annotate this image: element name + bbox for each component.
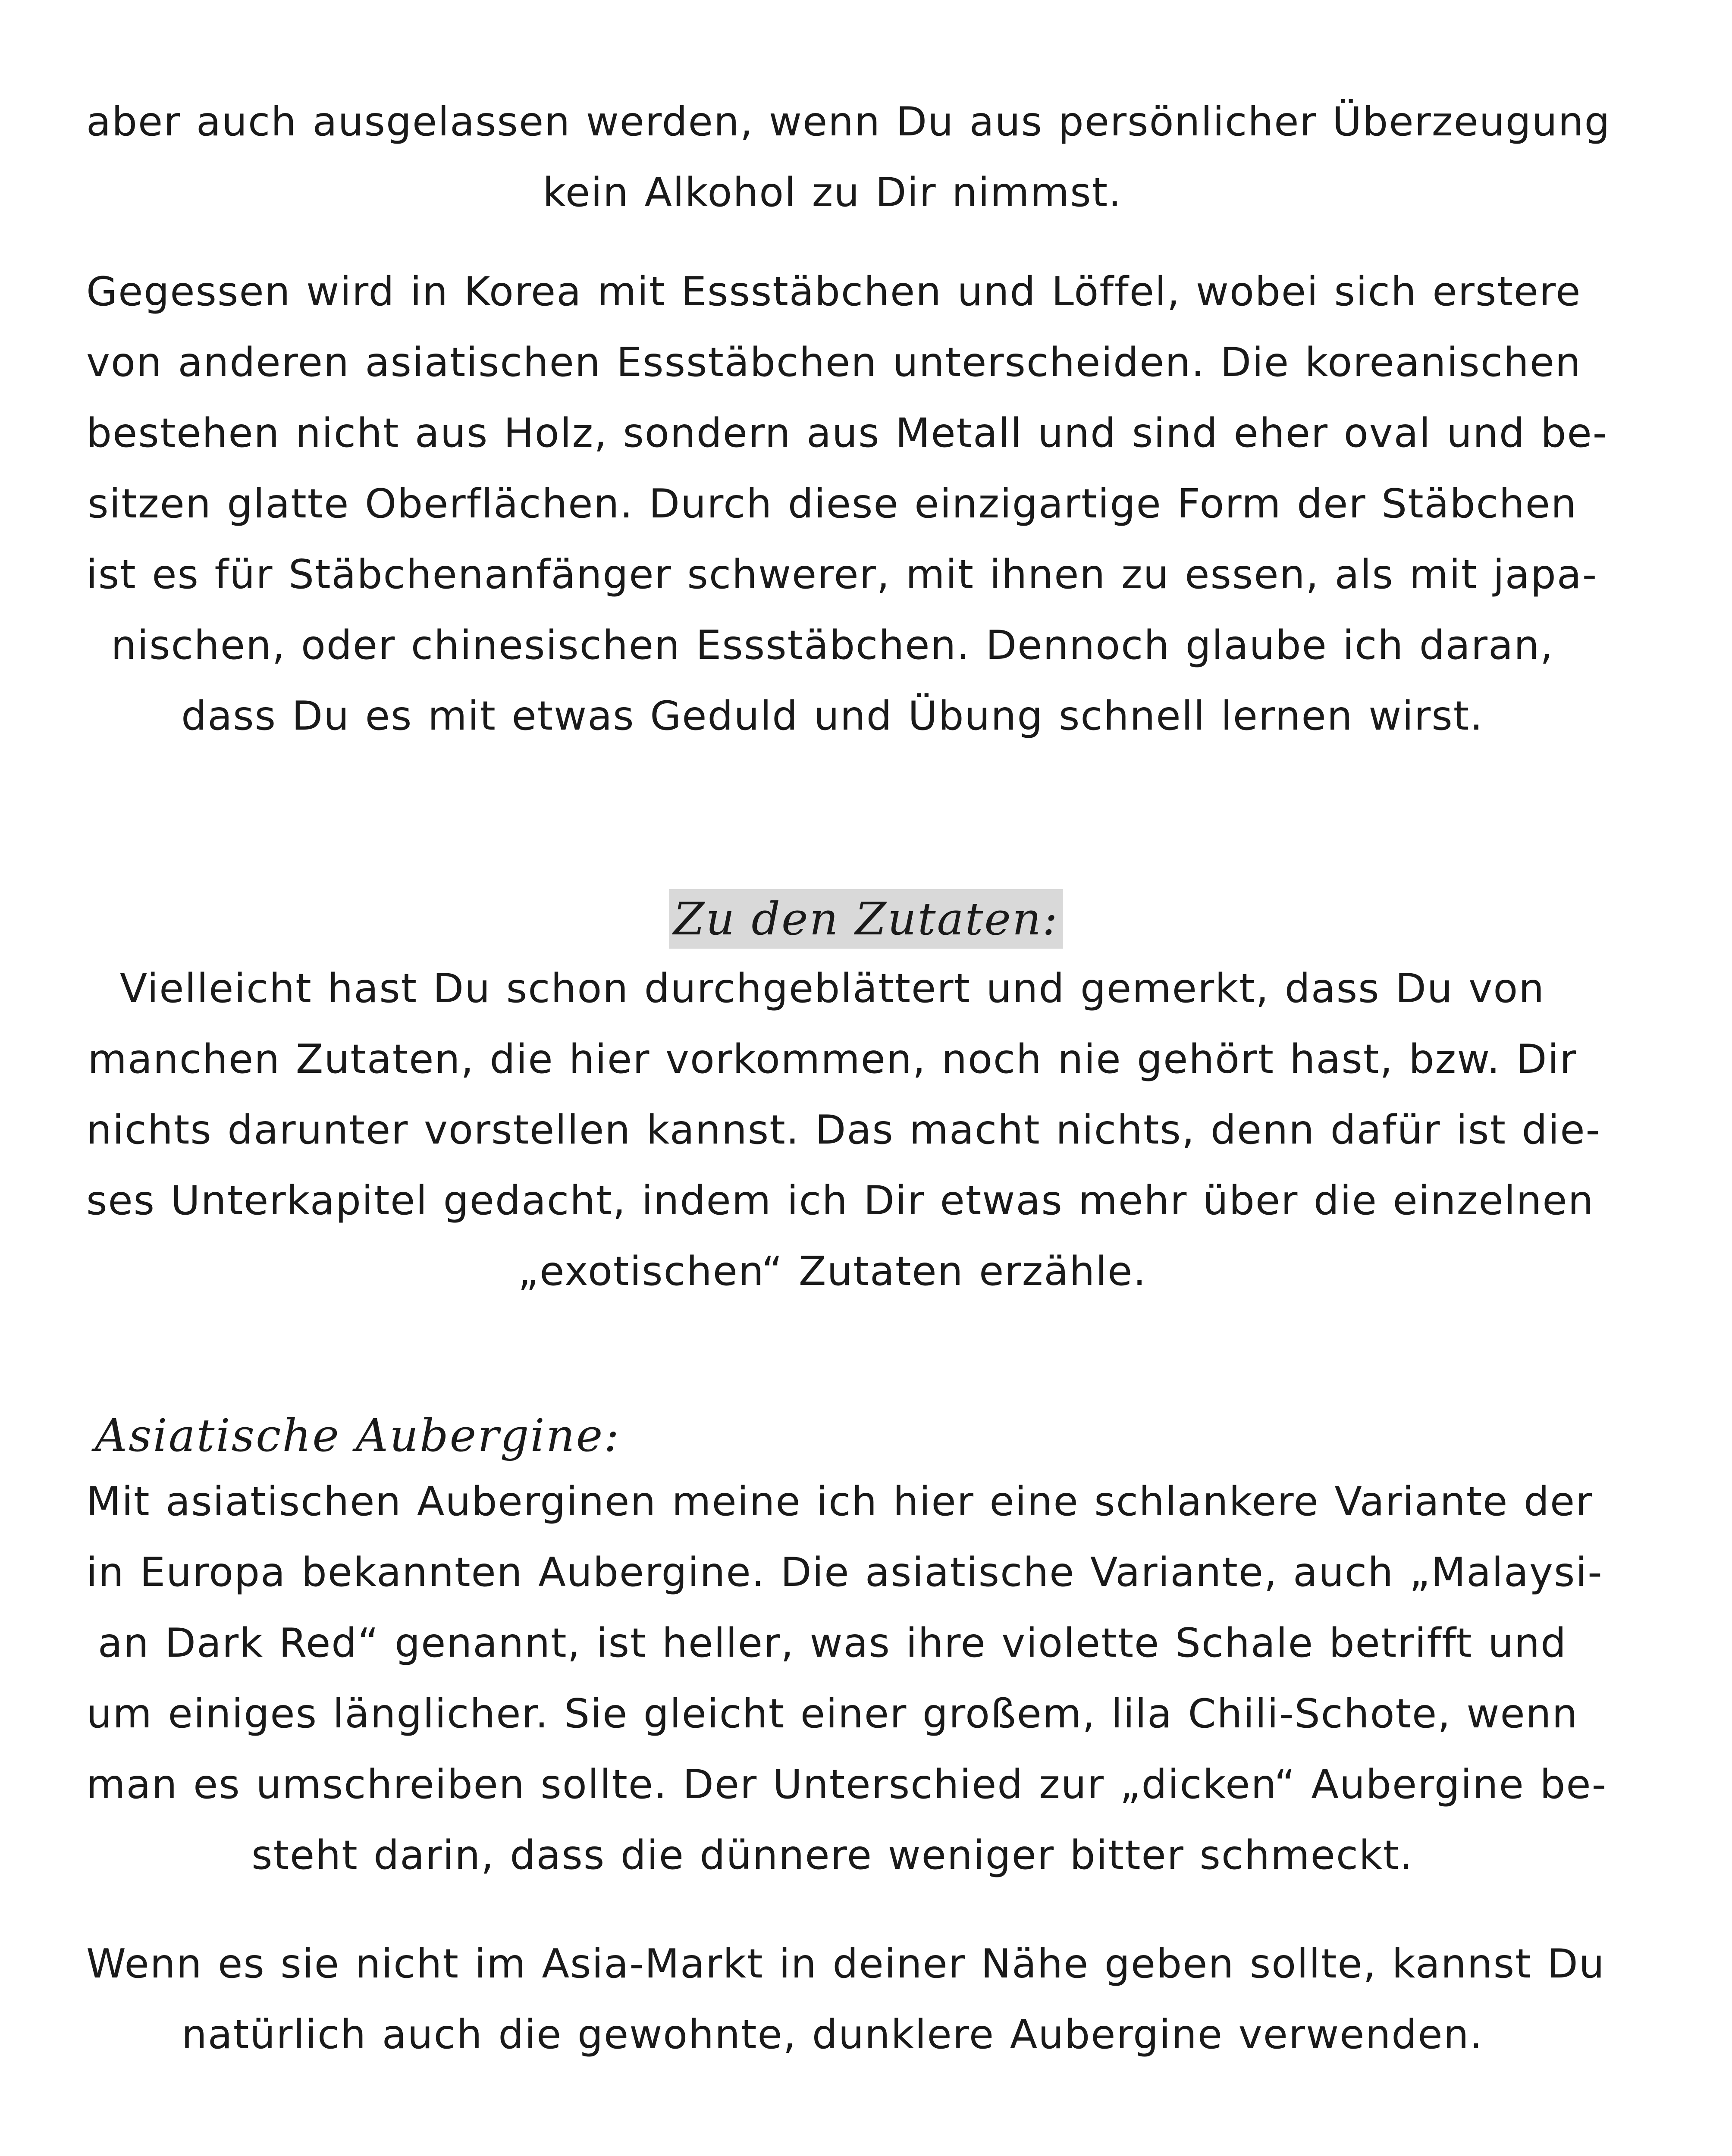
text-line: aber auch ausgelassen werden, wenn Du aus persönlicher Überzeugung	[86, 98, 1611, 145]
text-line: dass Du es mit etwas Geduld und Übung schnell lernen wirst.	[181, 693, 1484, 739]
text-line: sitzen glatte Oberflächen. Durch diese einzigartige Form der Stäbchen	[88, 480, 1577, 527]
heading-zutaten: Zu den Zutaten:	[669, 889, 1063, 949]
text-line: von anderen asiatischen Essstäbchen unterscheiden. Die koreanischen	[86, 339, 1581, 385]
text-line: natürlich auch die gewohnte, dunklere Aubergine verwenden.	[181, 2011, 1484, 2058]
text-line: manchen Zutaten, die hier vorkommen, noch nie gehört hast, bzw. Dir	[88, 1036, 1577, 1082]
text-line: Vielleicht hast Du schon durchgeblättert und gemerkt, dass Du von	[119, 965, 1545, 1012]
text-line: bestehen nicht aus Holz, sondern aus Metall und sind eher oval und be-	[86, 410, 1608, 456]
paragraph-zutaten	[86, 953, 1601, 1307]
text-line: ist es für Stäbchenanfänger schwerer, mit ihnen zu essen, als mit japa-	[86, 551, 1598, 598]
text-line: an Dark Red“ genannt, ist heller, was ihre violette Schale betrifft und	[97, 1620, 1567, 1666]
text-line: um einiges länglicher. Sie gleicht einer großem, lila Chili-Schote, wenn	[86, 1690, 1578, 1737]
heading-zutaten-wrapper	[0, 889, 1732, 949]
paragraph-aubergine	[86, 1466, 1607, 1890]
paragraph-aubergine-alternative	[86, 1928, 1605, 2070]
text-line: in Europa bekannten Aubergine. Die asiatische Variante, auch „Malaysi-	[86, 1549, 1603, 1595]
text-line: „exotischen“ Zutaten erzähle.	[518, 1248, 1147, 1294]
text-line: kein Alkohol zu Dir nimmst.	[543, 169, 1122, 216]
text-line: Mit asiatischen Auberginen meine ich hier eine schlankere Variante der	[86, 1478, 1593, 1525]
heading-aubergine: Asiatische Aubergine:	[95, 1409, 621, 1462]
text-line: nichts darunter vorstellen kannst. Das macht nichts, denn dafür ist die-	[86, 1106, 1601, 1153]
text-line: Gegessen wird in Korea mit Essstäbchen und Löffel, wobei sich erstere	[86, 268, 1581, 315]
text-line: ses Unterkapitel gedacht, indem ich Dir etwas mehr über die einzelnen	[86, 1177, 1594, 1224]
text-line: steht darin, dass die dünnere weniger bitter schmeckt.	[251, 1832, 1413, 1878]
text-line: man es umschreiben sollte. Der Unterschied zur „dicken“ Aubergine be-	[86, 1761, 1607, 1808]
paragraph-chopsticks	[86, 256, 1608, 751]
text-line: nischen, oder chinesischen Essstäbchen. Dennoch glaube ich daran,	[111, 622, 1554, 668]
paragraph-alcohol	[86, 86, 1611, 228]
text-line: Wenn es sie nicht im Asia-Markt in deiner Nähe geben sollte, kannst Du	[86, 1940, 1605, 1987]
